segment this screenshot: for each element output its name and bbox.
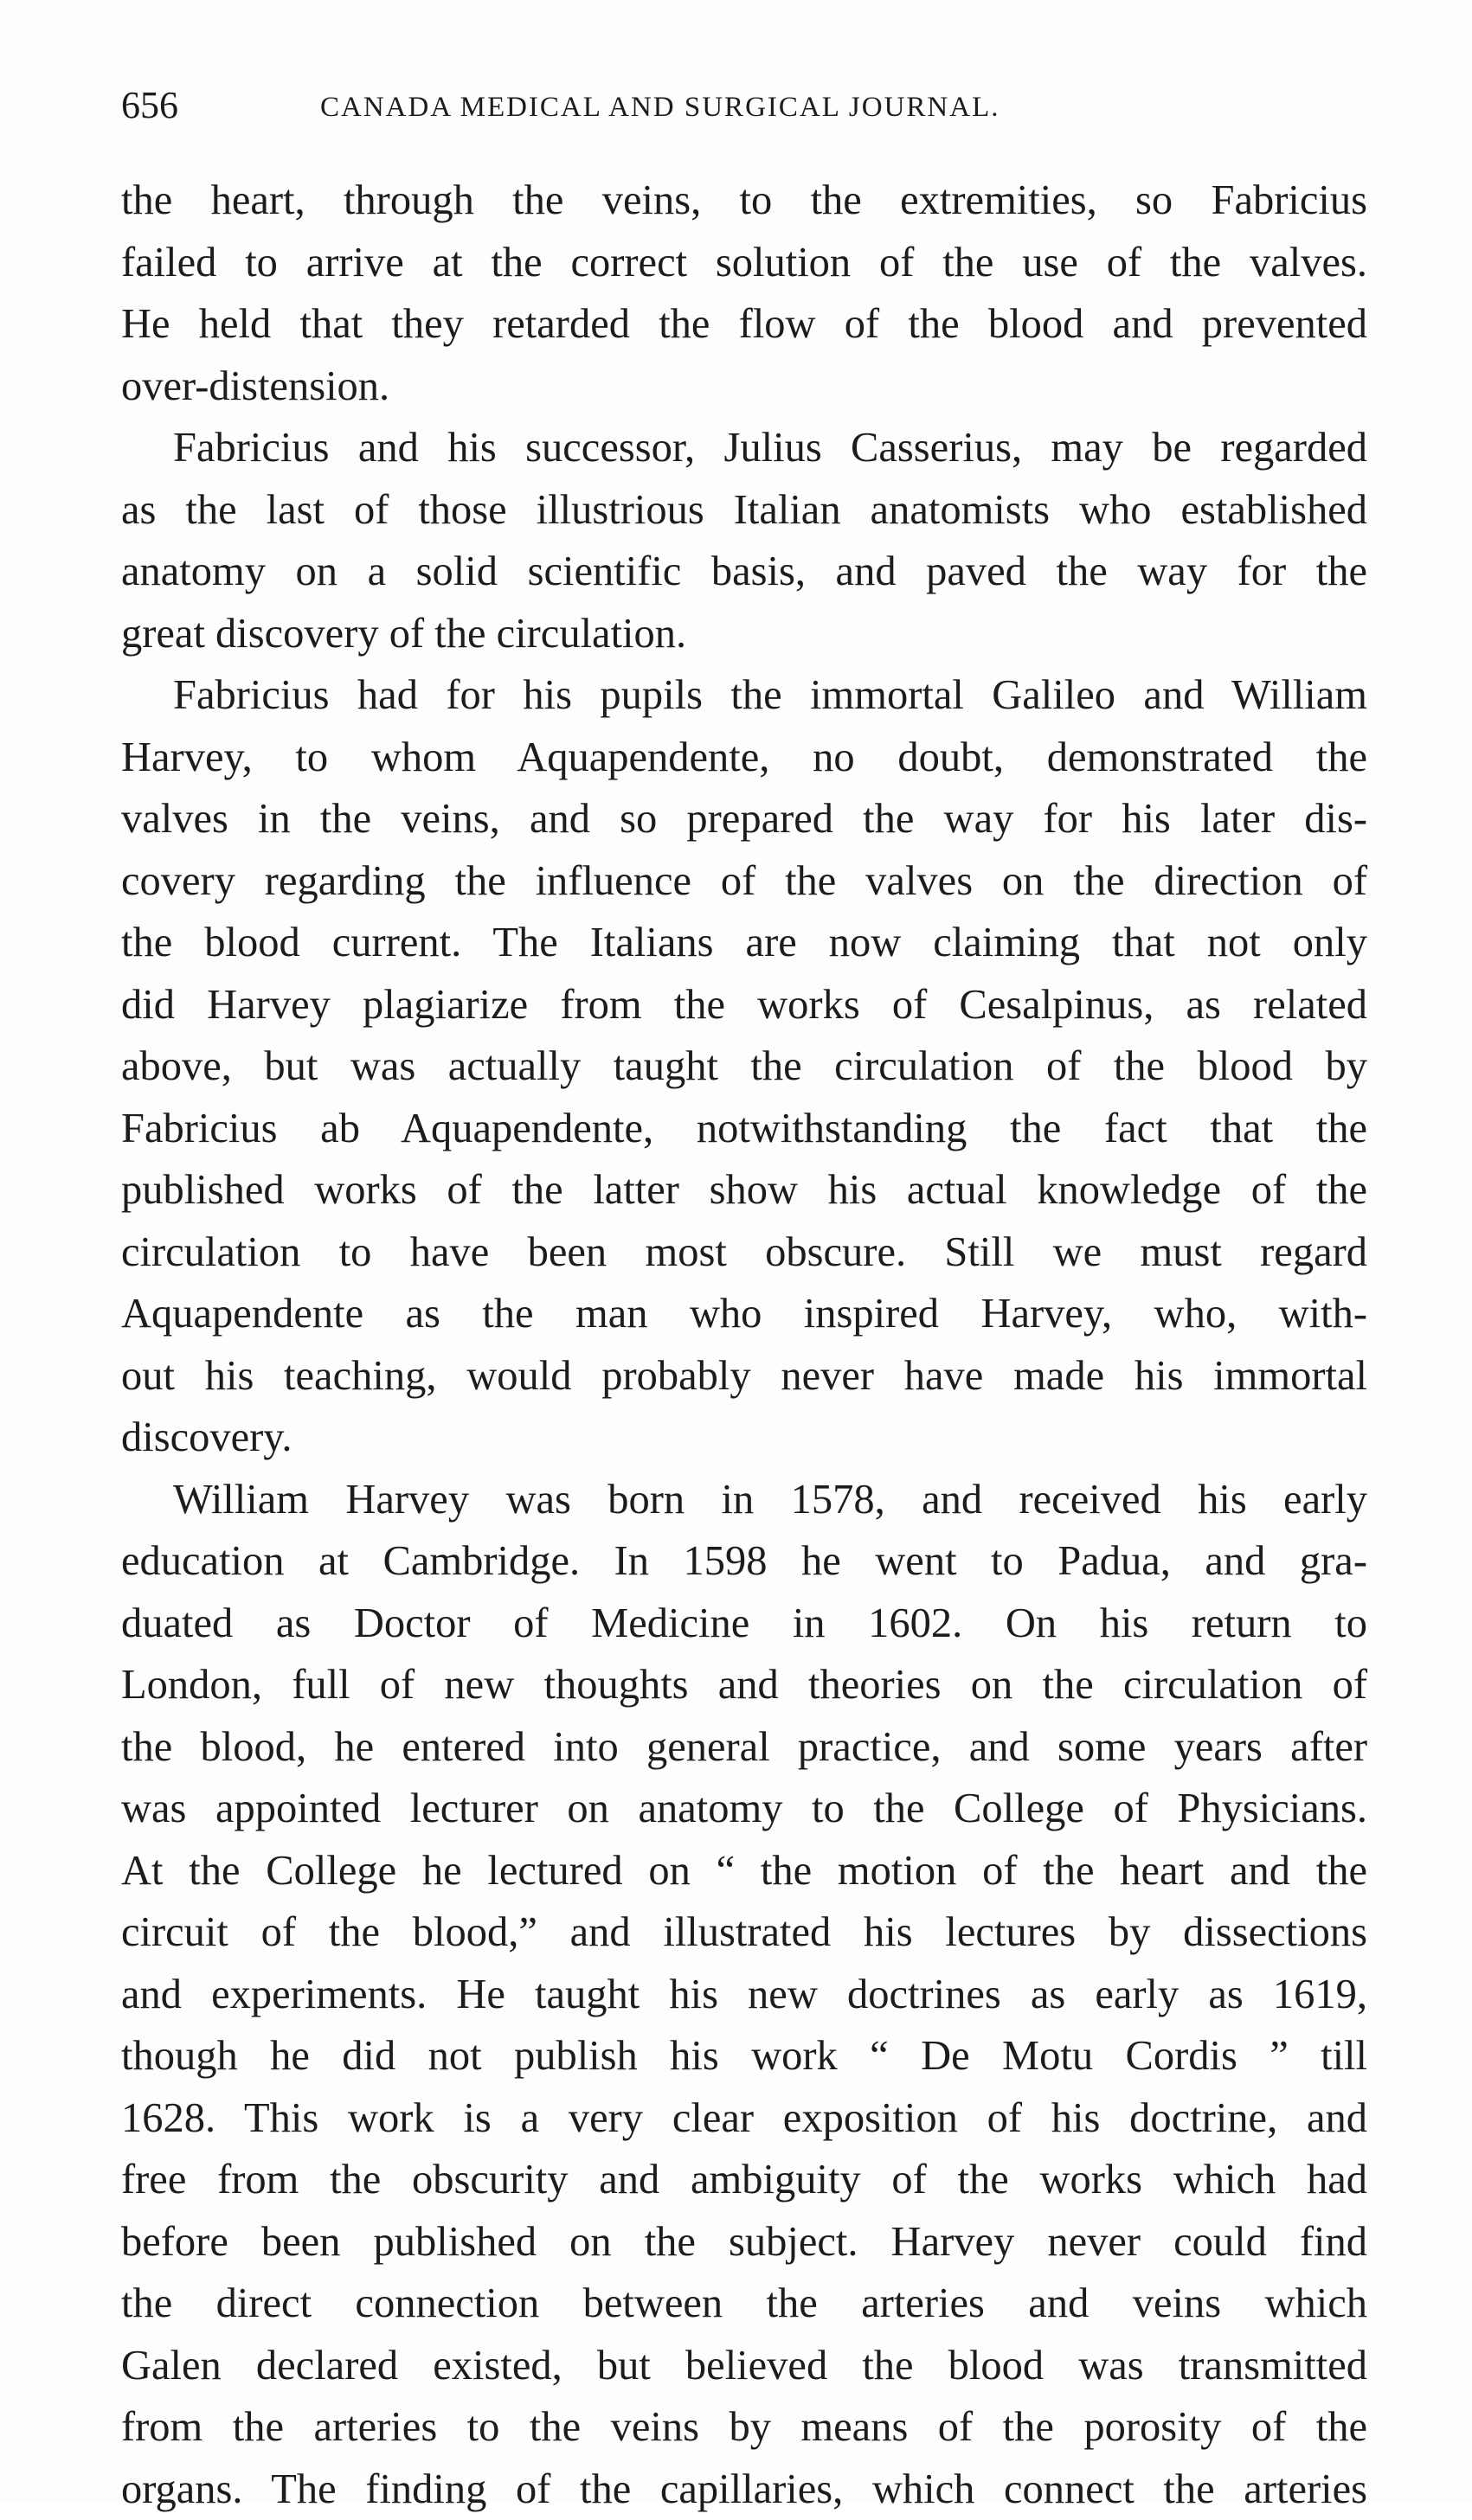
running-head xyxy=(121,80,1367,131)
text-line: over-distension. xyxy=(121,356,1367,418)
page-number: 656 xyxy=(121,80,178,131)
body-text xyxy=(121,170,1367,2520)
text-line: free from the obscurity and ambiguity of the works which had xyxy=(121,2149,1367,2211)
text-line: the blood current. The Italians are now claiming that not only xyxy=(121,912,1367,974)
journal-title: CANADA MEDICAL AND SURGICAL JOURNAL. xyxy=(320,83,1000,131)
paragraph-3 xyxy=(121,664,1367,1469)
text-line: Fabricius ab Aquapendente, notwithstanding the fact that the xyxy=(121,1098,1367,1160)
text-line: At the College he lectured on “ the motion of the heart and the xyxy=(121,1840,1367,1902)
text-line: though he did not publish his work “ De Motu Cordis ” till xyxy=(121,2025,1367,2087)
paragraph-4 xyxy=(121,1469,1367,2520)
text-line: organs. The finding of the capillaries, which connect the arteries xyxy=(121,2459,1367,2520)
text-line: Fabricius had for his pupils the immortal Galileo and William xyxy=(121,664,1367,727)
text-line: did Harvey plagiarize from the works of Cesalpinus, as related xyxy=(121,974,1367,1036)
text-line: as the last of those illustrious Italian anatomists who established xyxy=(121,479,1367,542)
text-line: covery regarding the influence of the valves on the direction of xyxy=(121,850,1367,913)
text-line: Fabricius and his successor, Julius Casserius, may be regarded xyxy=(121,417,1367,479)
text-line: and experiments. He taught his new doctrines as early as 1619, xyxy=(121,1964,1367,2026)
text-line: anatomy on a solid scientific basis, and paved the way for the xyxy=(121,541,1367,603)
text-line: was appointed lecturer on anatomy to the College of Physicians. xyxy=(121,1778,1367,1840)
text-line: published works of the latter show his actual knowledge of the xyxy=(121,1159,1367,1222)
text-line: London, full of new thoughts and theories on the circulation of xyxy=(121,1654,1367,1716)
text-line: William Harvey was born in 1578, and received his early xyxy=(121,1469,1367,1531)
text-line: Galen declared existed, but believed the blood was transmitted xyxy=(121,2335,1367,2397)
text-line: Aquapendente as the man who inspired Harvey, who, with- xyxy=(121,1283,1367,1345)
text-line: failed to arrive at the correct solution of the use of the valves. xyxy=(121,232,1367,294)
text-line: before been published on the subject. Harvey never could find xyxy=(121,2211,1367,2273)
text-line: above, but was actually taught the circulation of the blood by xyxy=(121,1036,1367,1098)
text-line: out his teaching, would probably never have made his immortal xyxy=(121,1345,1367,1407)
text-line: 1628. This work is a very clear exposition of his doctrine, and xyxy=(121,2087,1367,2150)
text-line: discovery. xyxy=(121,1407,1367,1469)
text-line: circulation to have been most obscure. Still we must regard xyxy=(121,1222,1367,1284)
text-line: duated as Doctor of Medicine in 1602. On his return to xyxy=(121,1593,1367,1655)
text-line: from the arteries to the veins by means of the porosity of the xyxy=(121,2396,1367,2459)
text-line: great discovery of the circulation. xyxy=(121,603,1367,665)
paragraph-2 xyxy=(121,417,1367,664)
text-line: valves in the veins, and so prepared the way for his later dis- xyxy=(121,788,1367,850)
text-line: the blood, he entered into general practice, and some years after xyxy=(121,1716,1367,1779)
paragraph-1 xyxy=(121,170,1367,417)
text-line: He held that they retarded the flow of the blood and prevented xyxy=(121,293,1367,356)
text-line: education at Cambridge. In 1598 he went to Padua, and gra- xyxy=(121,1530,1367,1593)
text-line: the heart, through the veins, to the extremities, so Fabricius xyxy=(121,170,1367,232)
text-line: circuit of the blood,” and illustrated his lectures by dissections xyxy=(121,1901,1367,1964)
text-line: Harvey, to whom Aquapendente, no doubt, demonstrated the xyxy=(121,727,1367,789)
text-line: the direct connection between the arteries and veins which xyxy=(121,2273,1367,2335)
